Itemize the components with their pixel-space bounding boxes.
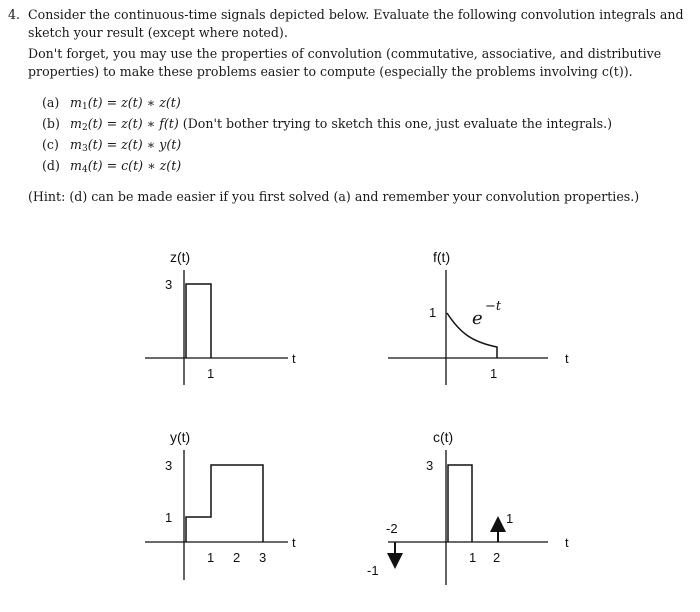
plot-f	[388, 249, 569, 385]
z-axis-label: t	[292, 351, 296, 366]
y-step-signal	[186, 465, 263, 542]
problem-note: Don't forget, you may use the properties of convolution (commutative, associative, and distributive properties) to make these problems easier to compute (especially the problems involving c(t)).	[28, 46, 662, 79]
subproblem-label: (c)	[42, 137, 59, 152]
subproblem-lhs: m	[70, 116, 82, 131]
plot-z	[145, 249, 296, 385]
z-x-tick: 1	[207, 366, 215, 381]
subproblem-label: (b)	[42, 116, 60, 131]
c-pulse	[448, 465, 472, 542]
subproblem-expr: (t) = c(t) ∗ z(t)	[87, 158, 182, 173]
subproblem-label: (a)	[42, 95, 60, 110]
subproblem-expr: (t) = z(t) ∗ y(t)	[87, 137, 182, 152]
subproblem-sub: 2	[81, 123, 88, 133]
c-x-tick-2: 2	[493, 550, 501, 565]
subproblem-sub: 4	[81, 165, 88, 175]
c-negative-impulse-area: -1	[367, 563, 379, 578]
subproblem-lhs: m	[70, 137, 82, 152]
y-title: y(t)	[170, 429, 191, 445]
c-y-tick: 3	[426, 458, 434, 473]
problem-number: 4.	[8, 7, 21, 22]
f-curve-label: e	[472, 308, 483, 329]
c-title: c(t)	[433, 429, 454, 445]
z-title: z(t)	[170, 249, 191, 265]
subproblem-lhs: m	[70, 158, 82, 173]
plot-c	[367, 429, 569, 585]
f-curve-exponent: −t	[485, 299, 502, 314]
y-y-tick-3: 3	[165, 458, 173, 473]
f-title: f(t)	[433, 249, 451, 265]
problem-intro-text: Consider the continuous-time signals depicted below. Evaluate the following convolution integrals and sketch your result (except where noted).	[28, 7, 684, 40]
c-x-tick-1: 1	[469, 550, 477, 565]
f-x-tick: 1	[490, 366, 498, 381]
subproblem-sub: 1	[81, 102, 88, 112]
y-y-tick-1: 1	[165, 510, 173, 525]
subproblem-expr: (t) = z(t) ∗ z(t)	[87, 95, 181, 110]
z-pulse	[186, 284, 211, 358]
subproblem-lhs: m	[70, 95, 82, 110]
y-axis-label: t	[292, 535, 296, 550]
subproblem-sub: 3	[81, 144, 88, 154]
y-x-tick-2: 2	[233, 550, 241, 565]
f-y-tick: 1	[429, 305, 437, 320]
hint-text: (Hint: (d) can be made easier if you first solved (a) and remember your convolution properties.)	[28, 189, 640, 204]
y-x-tick-1: 1	[207, 550, 215, 565]
c-negative-impulse-position: -2	[386, 521, 398, 536]
f-axis-label: t	[565, 351, 569, 366]
c-positive-impulse-area: 1	[506, 511, 514, 526]
plot-y	[145, 429, 296, 580]
y-x-tick-3: 3	[259, 550, 267, 565]
subproblem-label: (d)	[42, 158, 60, 173]
subproblem-comment: (Don't bother trying to sketch this one, just evaluate the integrals.)	[182, 116, 613, 131]
subproblem-expr: (t) = z(t) ∗ f(t)	[87, 116, 179, 131]
c-axis-label: t	[565, 535, 569, 550]
z-y-tick: 3	[165, 277, 173, 292]
